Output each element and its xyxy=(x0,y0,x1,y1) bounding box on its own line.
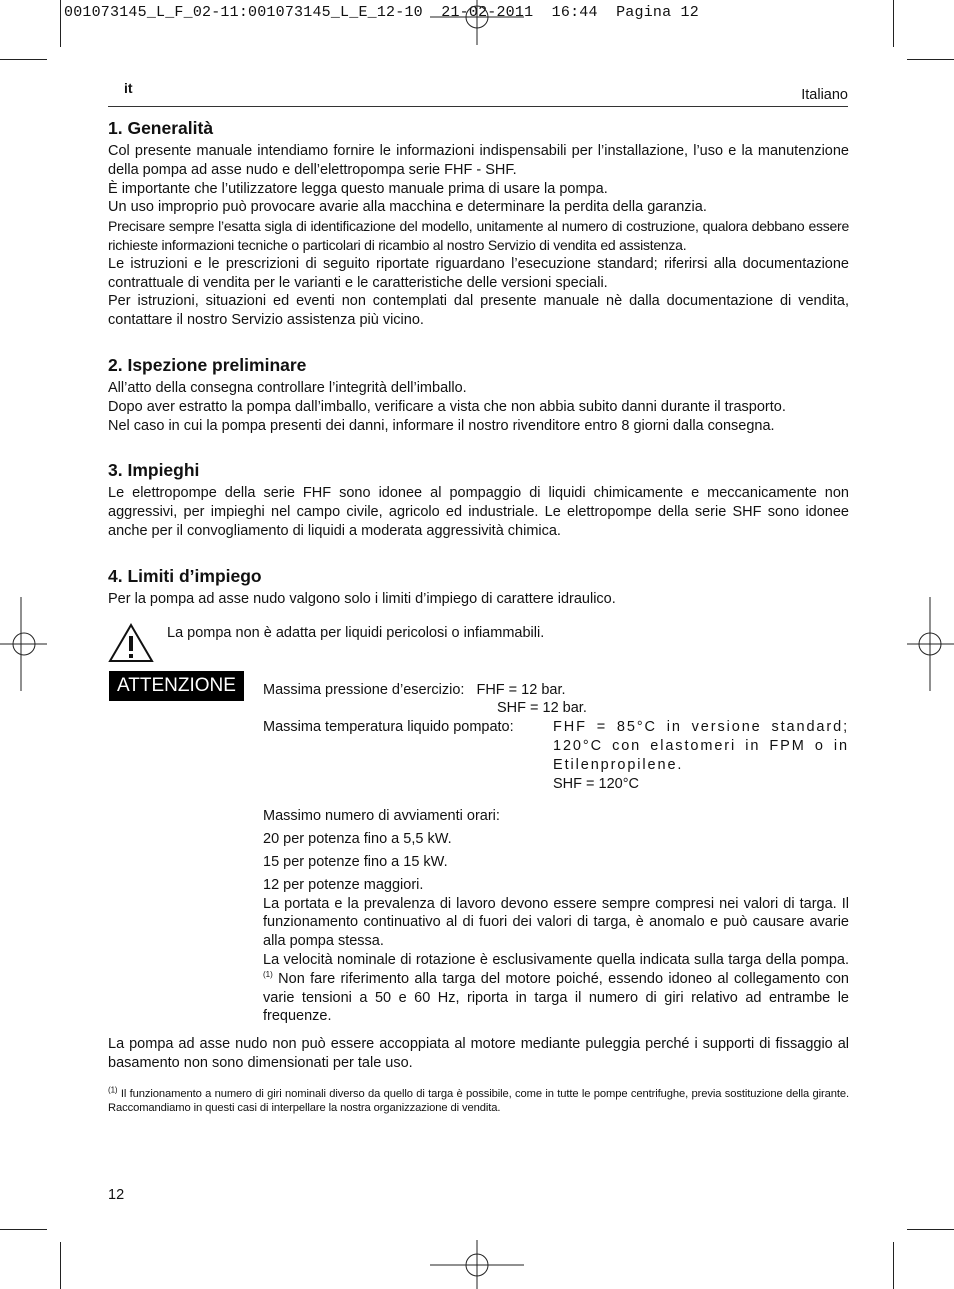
starts-item: 15 per potenze fino a 15 kW. xyxy=(263,853,448,870)
paragraph: Precisare sempre l’esatta sigla di identificazione del modello, unitamente al numero di costruzione, qualora debbano essere richieste informazioni tecniche o particolari di ricambio al nostro Servizio di vendita ed assistenza. xyxy=(108,218,849,253)
speed-paragraph: La velocità nominale di rotazione è esclusivamente quella indicata sulla targa della pompa. $^{(1)}$ Non fare riferimento alla targa del motore poiché, essendo idoneo al collegamento con varie tensioni a 50 e 60 Hz, riporta in targa il numero di giri relativo ad entrambe le frequenze. xyxy=(263,951,849,1025)
warning-triangle-icon xyxy=(108,623,154,663)
pressure-spec xyxy=(263,681,849,700)
print-slug: 001073145_L_F_02-11:001073145_L_E_12-10 21-02-2011 16:44 Pagina 12 xyxy=(64,4,699,21)
paragraph: Per istruzioni, situazioni ed eventi non contemplati dal presente manuale nè dalla documentazione di vendita, contattare il nostro Servizio assistenza più vicino. xyxy=(108,293,849,329)
header-rule xyxy=(108,106,848,107)
page-number: 12 xyxy=(108,1187,125,1203)
section-title: 4. Limiti d’impiego xyxy=(108,565,262,586)
pressure-fhf: FHF = 12 bar. xyxy=(476,681,566,698)
warning-text: La pompa non è adatta per liquidi pericolosi o infiammabili. xyxy=(167,624,545,641)
paragraph: Dopo aver estratto la pompa dall’imballo, verificare a vista che non abbia subito danni durante il trasporto. xyxy=(108,398,786,415)
section-applications xyxy=(108,459,849,540)
footnote: $^{(1)}$ Il funzionamento a numero di giri nominali diverso da quello di targa è possibile, come in tutte le pompe centrifughe, previa sostituzione della girante. Raccomandiamo in questi casi di interpellare la nostra organizzazione di vendita. xyxy=(108,1084,849,1115)
page-content xyxy=(108,117,849,1116)
section-general xyxy=(108,117,849,330)
paragraph: Nel caso in cui la pompa presenti dei danni, informare il nostro rivenditore entro 8 giorni dalla consegna. xyxy=(108,417,775,434)
section-title: 2. Ispezione preliminare xyxy=(108,354,307,375)
flow-paragraph: La portata e la prevalenza di lavoro devono essere sempre compresi nei valori di targa. Il funzionamento continuativo al di fuori dei valori di targa, è anomalo e può causare avarie alla pompa stessa. xyxy=(263,895,849,950)
paragraph: All’atto della consegna controllare l’integrità dell’imballo. xyxy=(108,379,467,396)
starts-label: Massimo numero di avviamenti orari: xyxy=(263,808,500,825)
paragraph: Col presente manuale intendiamo fornire le informazioni indispensabili per l’installazione, l’uso e la manutenzione della pompa ad asse nudo e dell’elettropompa serie FHF - SHF. xyxy=(108,143,849,178)
section-title: 1. Generalità xyxy=(108,118,214,138)
paragraph: Le istruzioni e le prescrizioni di seguito riportate riguardano l’esecuzione standard; riferirsi alla documentazione contrattuale di vendita per le varianti e le caratteristiche delle versioni speciali. xyxy=(108,255,849,291)
paragraph: Per la pompa ad asse nudo valgono solo i limiti d’impiego di carattere idraulico. xyxy=(108,590,616,607)
warning-row xyxy=(108,623,849,663)
attention-label: ATTENZIONE xyxy=(109,671,244,701)
footnote-ref: (1) xyxy=(263,969,273,979)
temperature-shf: SHF = 120°C xyxy=(553,775,639,792)
temperature-label: Massima temperatura liquido pompato: xyxy=(263,719,514,736)
footnote-marker: (1) xyxy=(108,1084,118,1094)
section-operating-limits xyxy=(108,565,849,1116)
attention-block xyxy=(108,671,849,1027)
starts-item: 20 per potenza fino a 5,5 kW. xyxy=(263,831,452,848)
paragraph: È importante che l’utilizzatore legga questo manuale prima di usare la pompa. xyxy=(108,180,608,197)
temperature-spec xyxy=(263,718,849,774)
section-preliminary-inspection xyxy=(108,354,849,435)
pressure-label: Massima pressione d’esercizio: xyxy=(263,681,465,698)
section-title: 3. Impieghi xyxy=(108,460,200,481)
starts-item: 12 per potenze maggiori. xyxy=(263,876,424,893)
pulley-paragraph: La pompa ad asse nudo non può essere accoppiata al motore mediante puleggia perché i supporti di fissaggio al basamento non sono dimensionati per tale uso. xyxy=(108,1036,849,1071)
pressure-shf: SHF = 12 bar. xyxy=(497,700,587,717)
language-tag: it xyxy=(124,80,133,96)
language-name: Italiano xyxy=(801,87,848,103)
paragraph: Le elettropompe della serie FHF sono idonee al pompaggio di liquidi chimicamente e meccanicamente non aggressivi, per impieghi nel campo civile, agricolo ed industriale. Le elettropompe della serie SHF sono idonee anche per il convogliamento di liquidi a moderata aggressività chimica. xyxy=(108,485,849,539)
attention-body xyxy=(263,671,849,1027)
temperature-fhf: FHF = 85°C in versione standard; 120°C con elastomeri in FPM o in Etilenpropilene. xyxy=(553,719,849,773)
paragraph: Un uso improprio può provocare avarie alla macchina e determinare la perdita della garanzia. xyxy=(108,199,707,216)
